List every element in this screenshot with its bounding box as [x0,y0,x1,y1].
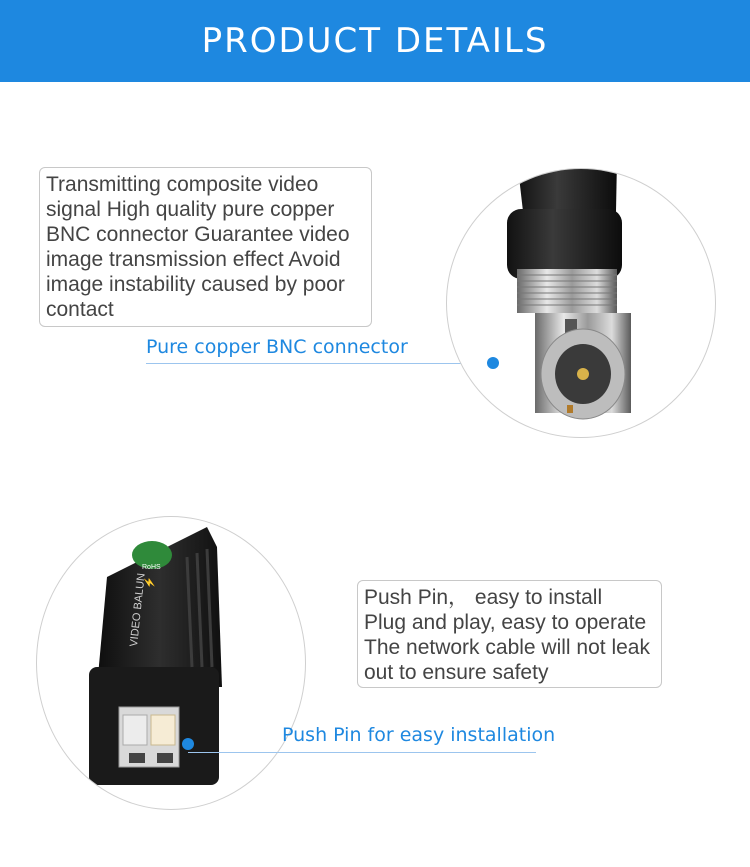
push-pin-leader-line [188,752,536,753]
device-label-text: VIDEO BALUN [128,572,148,648]
bnc-callout-label: Pure copper BNC connector [146,336,408,358]
bnc-description-box [39,167,372,327]
description-line: Transmitting composite video [46,173,319,196]
description-line: out to ensure safety [364,661,549,684]
svg-text:⚡: ⚡ [144,575,157,590]
page-title: PRODUCT DETAILS [201,21,549,61]
description-line: signal High quality pure copper [46,198,335,221]
description-line: image instability caused by poor [46,273,345,296]
rohs-badge-text: RoHS [142,564,161,571]
video-balun-image [36,516,306,810]
description-line: The network cable will not leak [364,636,650,659]
bnc-leader-line [146,363,494,364]
description-line: image transmission effect Avoid [46,248,341,271]
bnc-connector-image [446,168,716,438]
push-pin-callout-dot [182,738,194,750]
bnc-connector-illustration [447,169,715,437]
description-line: Plug and play, easy to operate [364,611,647,634]
push-pin-description-box [357,580,662,688]
description-line: contact [46,298,114,321]
bnc-callout-dot [487,357,499,369]
header-banner [0,0,750,82]
description-line: BNC connector Guarantee video [46,223,350,246]
description-line: Push Pin， easy to install [364,586,603,609]
push-pin-callout-label: Push Pin for easy installation [282,724,556,746]
video-balun-illustration [37,517,305,809]
